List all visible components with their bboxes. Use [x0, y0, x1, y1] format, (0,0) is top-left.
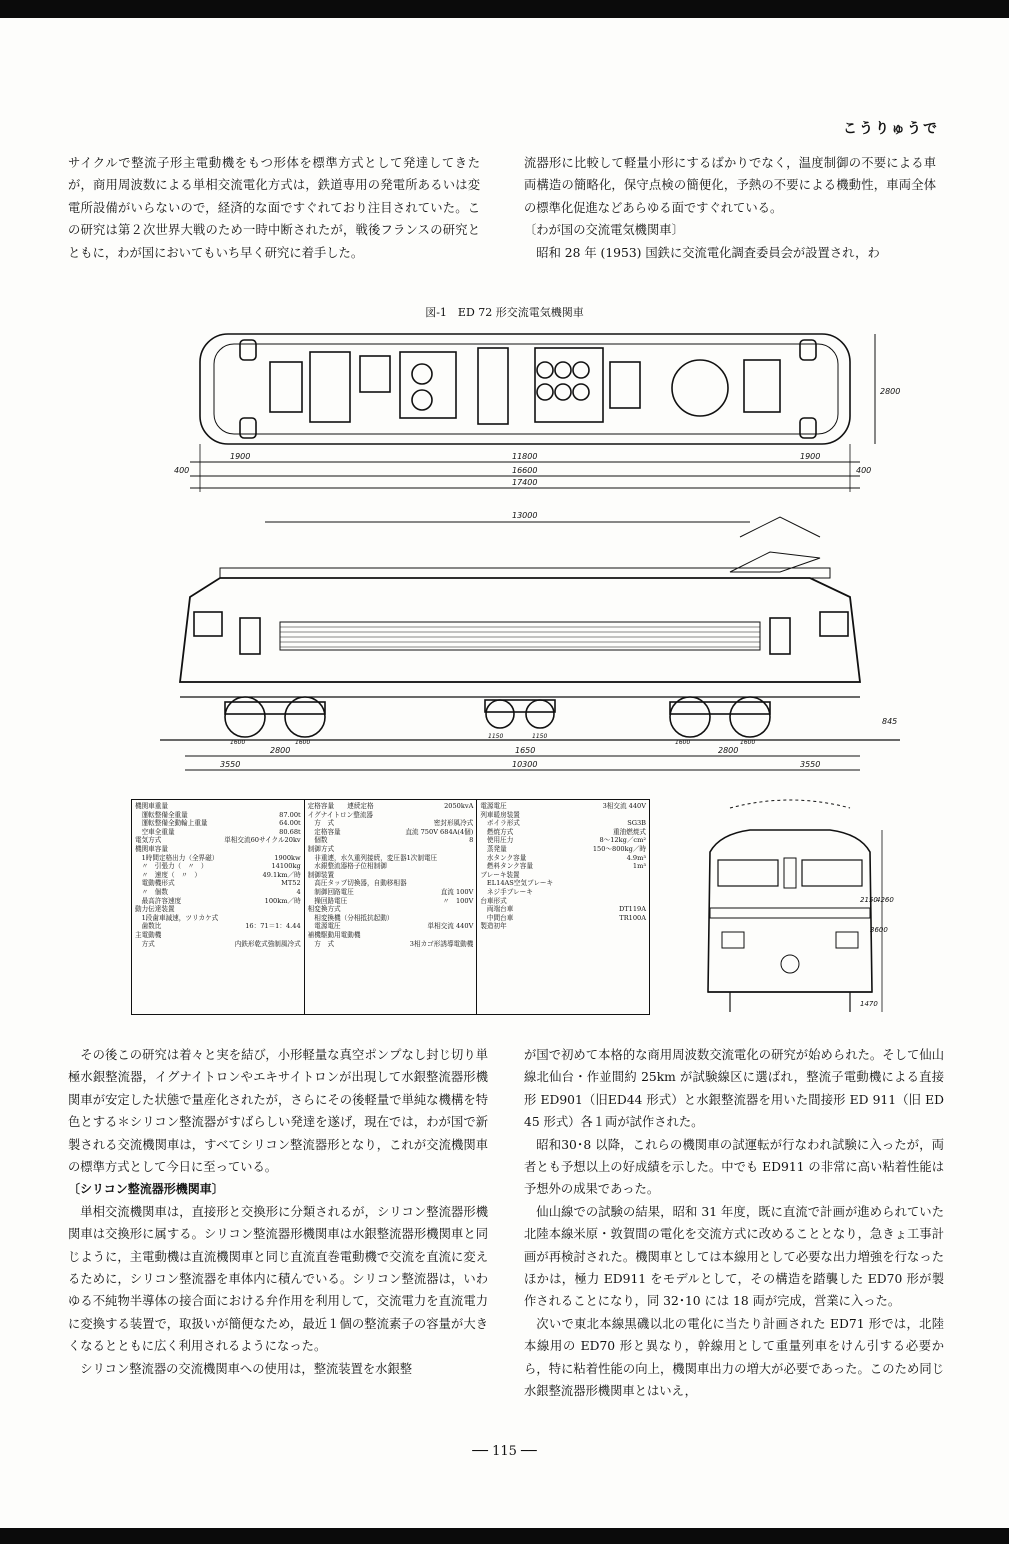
spec-value	[469, 854, 473, 863]
spec-key: 〃 速度（ 〃 ）	[135, 870, 201, 879]
spec-row	[135, 922, 301, 931]
spec-row	[135, 897, 301, 906]
top-right-column	[524, 152, 936, 264]
spec-key: 電源電圧	[480, 802, 507, 810]
spec-key: 高圧タップ切換器，自動移相器	[307, 879, 407, 888]
bottom-black-bar	[0, 1528, 1009, 1544]
dim-label: 845	[882, 717, 898, 726]
spec-key: 運転整備全動輪上重量	[135, 819, 208, 828]
spec-key: 機関車重量	[135, 802, 168, 810]
spec-row	[480, 802, 646, 811]
paragraph: 単相交流機関車は，直接形と交換形に分類されるが，シリコン整流器形機関車は交換形に属する。シリコン整流器形機関車は水銀整流器形機関車と同じように，主電動機は直流機関車と同じ直流直巻電動機で交流を直流に変えるために，シリコン整流器を車体内に積んでいる。シリコン整流器は，いわゆる不純物半導体の接合面における弁作用を利用して，交流電力を直流電力に変換する装置で，取扱いが簡便なため，最近１個の整流素子の容量が大きくなるとともに広く利用されるようになった。	[68, 1204, 488, 1354]
spec-row	[480, 819, 646, 828]
spec-key: 蒸発量	[480, 844, 507, 853]
spec-value	[297, 914, 301, 923]
spec-row	[480, 854, 646, 863]
dim-label: 2800	[718, 746, 739, 755]
spec-row	[480, 897, 646, 906]
spec-row	[480, 905, 646, 914]
dim-label: 400	[856, 466, 872, 475]
spec-value: 3相カゴ形誘導電動機	[409, 939, 474, 948]
spec-value: TR100A	[619, 913, 647, 922]
spec-key: 機関車容量	[135, 844, 168, 853]
wheel-label: 1150	[488, 733, 504, 740]
spec-value	[469, 905, 473, 914]
spec-value	[297, 905, 301, 914]
dim-label: 3550	[800, 760, 821, 769]
spec-key: 使用圧力	[480, 836, 514, 845]
spec-row	[308, 854, 474, 863]
spec-value: 80.68t	[279, 827, 301, 836]
wheel-label: 1600	[295, 739, 311, 746]
spec-row	[308, 836, 474, 845]
spec-value	[642, 811, 646, 820]
spec-row	[308, 862, 474, 871]
paragraph: その後この研究は着々と実を結び，小形軽量な真空ポンプなし封じ切り単極水銀整流器，イグナイトロンやエキサイトロンが出現して水銀整流器形機関車が安定した状態で量産化されたが，さらにその後軽量で単純な機構を特色とする＊シリコン整流器がすばらしい発達を遂げ，現在では，わが国で新製される交流機関車は，すべてシリコン整流器形となり，これが交流機関車の標準方式として今日に至っている。	[68, 1048, 488, 1175]
spec-key: 1段歯車減速，ツリカケ式	[135, 913, 219, 922]
spec-key: 定格容量	[307, 827, 341, 836]
spec-row	[135, 836, 301, 845]
dim-label: 2800	[880, 387, 901, 396]
spec-value: 2050kvA	[444, 802, 474, 810]
spec-value	[642, 879, 646, 888]
spec-key: 電動機形式	[135, 879, 175, 888]
spec-value	[469, 811, 473, 820]
spec-key: ボイラ形式	[480, 819, 520, 828]
spec-row	[135, 819, 301, 828]
spec-value	[469, 931, 473, 940]
wheel-label: 1600	[230, 739, 246, 746]
spec-value: MT52	[281, 879, 301, 888]
spec-key: 方 式	[307, 939, 335, 948]
spec-key: 燃焼方式	[480, 827, 514, 836]
dim-label: 4260	[876, 896, 894, 904]
dim-label: 1900	[230, 452, 251, 461]
spec-value: 3相交流 440V	[602, 802, 647, 810]
spec-row	[135, 845, 301, 854]
spec-row	[308, 811, 474, 820]
spec-value	[297, 802, 301, 811]
spec-value	[642, 888, 646, 897]
spec-row	[135, 888, 301, 897]
spec-row	[308, 879, 474, 888]
spec-key: 列車暖房装置	[480, 810, 520, 819]
dim-label: 1900	[800, 452, 821, 461]
spec-value	[642, 922, 646, 931]
paragraph: 仙山線での試験の結果，昭和 31 年度，既に直流で計画が進められていた北陸本線米原・敦賀間の電化を交流方式に改めることとなり，急きょ工事計画が再検討された。機関車としては本線用として必要な出力増強を行なったほかは，極力 ED911 をモデルとして，その構造を踏襲した ED70 形が製作されることになり，同 32･10 には 18 両が完成，営業に入った。	[524, 1204, 944, 1309]
top-black-bar	[0, 0, 1009, 18]
spec-row	[308, 905, 474, 914]
spec-key: 動力伝達装置	[135, 905, 175, 914]
wheel-label: 1150	[532, 733, 548, 740]
spec-value	[297, 931, 301, 940]
spec-row	[308, 940, 474, 949]
spec-key: ネジ手ブレーキ	[480, 887, 533, 896]
spec-value	[469, 871, 473, 880]
spec-value: 87.00t	[279, 810, 301, 819]
spec-key: 制御回路電圧	[307, 887, 354, 896]
spec-key: 最高許容速度	[135, 896, 182, 905]
spec-row	[308, 845, 474, 854]
paragraph: が国で初めて本格的な商用周波数交流電化の研究が始められた。そして仙山線北仙台・作並間約 25km が試験線区に選ばれ，整流子電動機による直接形 ED901（旧ED44 形式）と水銀整流器を用いた間接形 ED 911（旧 ED 45 形式）各１両が試作された。	[524, 1048, 944, 1130]
spec-value: 単相交流 440V	[427, 922, 474, 931]
spec-row	[308, 897, 474, 906]
running-head: こうりゅうで	[843, 121, 939, 137]
spec-key: 補機駆動用電動機	[307, 930, 361, 939]
spec-row	[135, 811, 301, 820]
paragraph: 昭和 28 年 (1953) 国鉄に交流電化調査委員会が設置され，わ	[536, 245, 880, 260]
spec-key: 歯数比	[135, 922, 162, 931]
spec-key: ブレーキ装置	[480, 870, 520, 879]
spec-value	[469, 862, 473, 871]
spec-row	[308, 828, 474, 837]
figure-caption: 図-1 ED 72 形交流電気機関車	[425, 306, 584, 319]
page-number: ── 115 ──	[472, 1444, 537, 1459]
spec-key: 水銀整流器格子位相制御	[307, 862, 387, 871]
spec-row	[308, 888, 474, 897]
spec-row	[135, 879, 301, 888]
spec-key: 運転整備全重量	[135, 810, 188, 819]
plan-view-outline	[200, 334, 850, 444]
spec-row	[480, 836, 646, 845]
spec-key: 製造初年	[480, 922, 507, 931]
spec-key: 〃 個数	[135, 887, 168, 896]
spec-value: 8〜12kg／cm²	[599, 836, 647, 845]
spec-value: 直流 100V	[440, 887, 474, 896]
spec-row	[480, 922, 646, 931]
spec-value: 150〜800kg／時	[592, 844, 647, 853]
dim-label: 17400	[512, 478, 538, 487]
spec-value: 49.1km／時	[262, 870, 301, 879]
spec-key: 主電動機	[135, 930, 162, 939]
spec-value: 14100kg	[271, 862, 301, 871]
spec-value: 密封形風冷式	[433, 819, 474, 828]
spec-key: イグナイトロン整流器	[307, 810, 374, 819]
dim-label: 3600	[870, 926, 888, 934]
spec-value: DT119A	[618, 905, 647, 914]
spec-column-1	[132, 800, 305, 1014]
spec-key: 個数	[307, 836, 328, 845]
spec-value: 〃 100V	[442, 896, 474, 905]
spec-key: 電源電圧	[307, 922, 341, 931]
spec-key: 相変換方式	[307, 905, 341, 914]
wheel-label: 1600	[675, 739, 691, 746]
paragraph: 昭和30･8 以降，これらの機関車の試運転が行なわれ試験に入ったが，両者とも予想以上の好成績を示した。中でも ED911 の非常に高い粘着性能は予想外の成果であった。	[524, 1137, 944, 1197]
spec-key: 中間台車	[480, 913, 514, 922]
spec-row	[308, 802, 474, 811]
dim-label: 2800	[270, 746, 291, 755]
spec-row	[480, 811, 646, 820]
spec-value: 1m³	[632, 862, 647, 871]
spec-row	[480, 879, 646, 888]
spec-value: 単相交流60サイクル20kv	[224, 836, 301, 845]
spec-key: 燃料タンク容量	[480, 862, 533, 871]
locomotive-drawing	[160, 322, 900, 792]
spec-key: 制御装置	[307, 870, 335, 879]
bottom-left-column	[68, 1044, 488, 1380]
spec-row	[135, 862, 301, 871]
spec-table	[131, 799, 650, 1015]
top-left-column	[68, 152, 480, 264]
spec-value: 重油燃焼式	[613, 827, 647, 836]
spec-key: 相変換機（分相抵抗起動）	[307, 913, 394, 922]
spec-key: 1時間定格出力（全界磁）	[135, 853, 219, 862]
spec-key: 〃 引張力（ 〃 ）	[135, 862, 208, 871]
dim-label: 1650	[515, 746, 536, 755]
paragraph: シリコン整流器の交流機関車への使用は，整流装置を水銀整	[80, 1361, 413, 1376]
dim-label: 1470	[860, 1000, 878, 1008]
spec-key: 定格容量 連続定格	[307, 802, 374, 810]
spec-key: 方式	[135, 939, 155, 948]
section-heading: 〔シリコン整流器形機関車〕	[68, 1182, 224, 1197]
spec-row	[135, 905, 301, 914]
spec-row	[480, 862, 646, 871]
spec-row	[308, 819, 474, 828]
spec-key: 両端台車	[480, 905, 514, 914]
spec-value: 直流 750V 684A(4個)	[405, 827, 474, 836]
spec-value: 64.00t	[279, 819, 301, 828]
wheel-label: 1600	[740, 739, 756, 746]
dim-label: 2150	[860, 896, 878, 904]
spec-row	[135, 931, 301, 940]
paragraph: サイクルで整流子形主電動機をもつ形体を標準方式として発達してきたが，商用周波数による単相交流電化方式は，鉄道専用の発電所あるいは変電所設備がいらないので，経済的な面ですぐれており注目されていた。この研究は第２次世界大戦のため一時中断されたが，戦後フランスの研究とともに，わが国においてもいち早く研究に着手した。	[68, 156, 480, 260]
spec-key: 空車全重量	[135, 827, 175, 836]
spec-row	[308, 931, 474, 940]
side-view-body	[180, 578, 860, 682]
spec-value	[469, 845, 473, 854]
spec-value: SG3B	[627, 819, 647, 828]
spec-value: 4	[296, 887, 301, 896]
spec-value	[642, 871, 646, 880]
spec-key: 非重連，水久重列接続，変圧器1次制電圧	[307, 853, 438, 862]
paragraph: 流器形に比較して軽量小形にするばかりでなく，温度制御の不要による車両構造の簡略化，保守点検の簡便化，予熱の不要による機動性，車両全体の標準化促進などあらゆる面ですぐれている。	[524, 156, 936, 215]
spec-value: 1900kw	[274, 853, 301, 862]
spec-row	[308, 922, 474, 931]
bottom-right-column	[524, 1044, 944, 1403]
paragraph: 次いで東北本線黒磯以北の電化に当たり計画された ED71 形では，北陸本線用の ED70 形と異なり，幹線用として重量列車をけん引する必要から，特に粘着性能の向上，機関車出力の増大が必要であった。このため同じ水銀整流器形機関車とはいえ，	[524, 1316, 944, 1399]
spec-value: 8	[469, 836, 474, 845]
spec-key: EL14AS空気ブレーキ	[480, 879, 554, 888]
locomotive-front-view	[700, 792, 894, 1020]
spec-key: 電気方式	[135, 836, 162, 845]
spec-key: 操回路電圧	[307, 896, 348, 905]
dim-label: 3550	[220, 760, 241, 769]
spec-value	[642, 897, 646, 906]
spec-row	[135, 802, 301, 811]
spec-value: 100km／時	[264, 896, 301, 905]
spec-key: 制御方式	[307, 844, 335, 853]
spec-row	[135, 854, 301, 863]
dim-label: 11800	[512, 452, 538, 461]
section-heading: 〔わが国の交流電気機関車〕	[524, 223, 684, 238]
spec-key: 台車形式	[480, 896, 507, 905]
spec-value	[469, 879, 473, 888]
spec-key: 水タンク容量	[480, 853, 527, 862]
spec-value: 16：71＝1：4.44	[245, 922, 301, 931]
spec-row	[480, 845, 646, 854]
spec-key: 方 式	[307, 819, 335, 828]
bogies	[225, 697, 770, 737]
spec-row	[135, 940, 301, 949]
spec-column-2	[305, 800, 478, 1014]
dim-label: 16600	[512, 466, 538, 475]
spec-value: 4.9m³	[626, 853, 647, 862]
dim-label: 400	[174, 466, 190, 475]
spec-row	[480, 888, 646, 897]
spec-column-3	[477, 800, 649, 1014]
spec-value	[297, 845, 301, 854]
dim-label: 10300	[512, 760, 538, 769]
spec-value: 内鉄形乾式強制風冷式	[234, 939, 301, 948]
dim-label: 13000	[512, 511, 538, 520]
